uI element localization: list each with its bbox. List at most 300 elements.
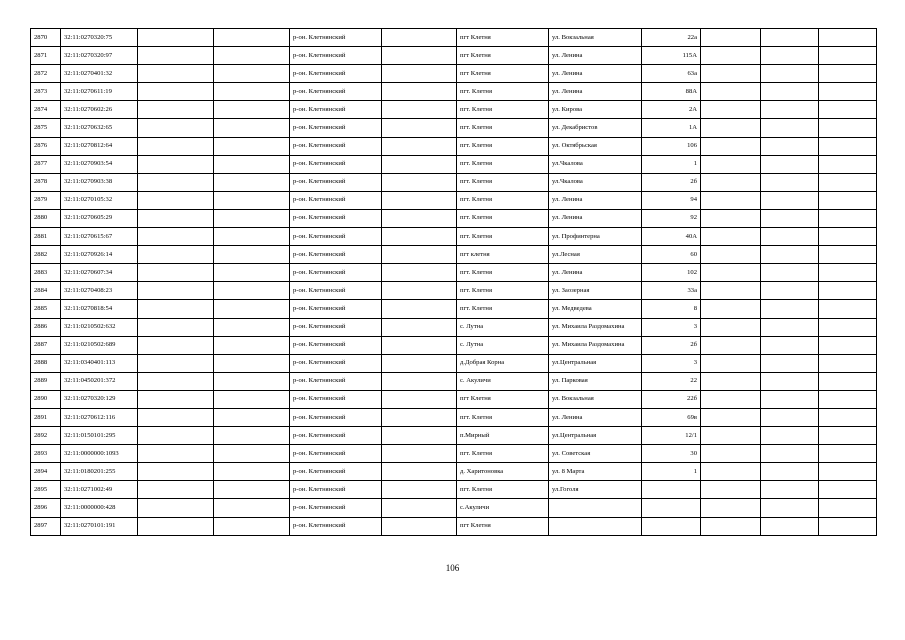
settlement-cell: пгт. Клетня [457, 209, 549, 227]
empty-cell [819, 390, 877, 408]
settlement-cell: пгт. Клетня [457, 155, 549, 173]
empty-cell [138, 246, 214, 264]
table-row [31, 336, 877, 354]
empty-cell [214, 101, 290, 119]
district-cell: р-он. Клетнянский [290, 390, 382, 408]
settlement-cell: пгт. Клетня [457, 101, 549, 119]
settlement-cell: пгт. Клетня [457, 282, 549, 300]
table-row [31, 83, 877, 101]
empty-cell [382, 191, 457, 209]
empty-cell [701, 282, 761, 300]
empty-cell [382, 336, 457, 354]
house-number: 12/1 [642, 427, 701, 445]
settlement-cell: пгт. Клетня [457, 300, 549, 318]
cadastral-number: 32:11:0270926:14 [61, 246, 138, 264]
settlement-cell: пгт. Клетня [457, 481, 549, 499]
empty-cell [214, 481, 290, 499]
district-cell: р-он. Клетнянский [290, 481, 382, 499]
table-row [31, 445, 877, 463]
empty-cell [138, 427, 214, 445]
table-row [31, 209, 877, 227]
empty-cell [214, 155, 290, 173]
empty-cell [761, 228, 819, 246]
empty-cell [382, 209, 457, 227]
row-number: 2875 [31, 119, 61, 137]
district-cell: р-он. Клетнянский [290, 119, 382, 137]
table-row [31, 463, 877, 481]
table-row [31, 300, 877, 318]
empty-cell [819, 191, 877, 209]
empty-cell [819, 463, 877, 481]
street-cell: ул.Лесная [549, 246, 642, 264]
empty-cell [138, 300, 214, 318]
empty-cell [701, 463, 761, 481]
district-cell: р-он. Клетнянский [290, 282, 382, 300]
street-cell: ул. Октябрьская [549, 137, 642, 155]
row-number: 2892 [31, 427, 61, 445]
empty-cell [138, 155, 214, 173]
empty-cell [819, 517, 877, 535]
empty-cell [214, 336, 290, 354]
table-row [31, 155, 877, 173]
empty-cell [214, 300, 290, 318]
cadastral-number: 32:11:0270611:19 [61, 83, 138, 101]
empty-cell [819, 101, 877, 119]
empty-cell [382, 445, 457, 463]
empty-cell [761, 191, 819, 209]
empty-cell [138, 463, 214, 481]
table-row [31, 390, 877, 408]
empty-cell [761, 445, 819, 463]
empty-cell [138, 228, 214, 246]
empty-cell [382, 65, 457, 83]
house-number: 63а [642, 65, 701, 83]
empty-cell [761, 372, 819, 390]
street-cell: ул. Михаила Раздомахина [549, 318, 642, 336]
empty-cell [819, 173, 877, 191]
empty-cell [382, 517, 457, 535]
empty-cell [819, 481, 877, 499]
page-number: 106 [445, 563, 460, 573]
settlement-cell: пгт. Клетня [457, 445, 549, 463]
empty-cell [382, 155, 457, 173]
empty-cell [819, 336, 877, 354]
row-number: 2885 [31, 300, 61, 318]
house-number: 33а [642, 282, 701, 300]
district-cell: р-он. Клетнянский [290, 499, 382, 517]
district-cell: р-он. Клетнянский [290, 228, 382, 246]
street-cell: ул. Заозерная [549, 282, 642, 300]
empty-cell [819, 300, 877, 318]
row-number: 2886 [31, 318, 61, 336]
empty-cell [701, 445, 761, 463]
cadastral-number: 32:11:0210502:689 [61, 336, 138, 354]
house-number: 22а [642, 29, 701, 47]
empty-cell [138, 137, 214, 155]
street-cell: ул. Ленина [549, 264, 642, 282]
table-row [31, 354, 877, 372]
empty-cell [382, 318, 457, 336]
street-cell: ул. Парковая [549, 372, 642, 390]
empty-cell [382, 390, 457, 408]
empty-cell [214, 137, 290, 155]
empty-cell [819, 408, 877, 426]
empty-cell [701, 408, 761, 426]
settlement-cell: с. Акуличи [457, 372, 549, 390]
empty-cell [214, 83, 290, 101]
house-number: 22б [642, 390, 701, 408]
house-number: 1А [642, 119, 701, 137]
table-row [31, 65, 877, 83]
empty-cell [382, 481, 457, 499]
street-cell: ул. 8 Марта [549, 463, 642, 481]
district-cell: р-он. Клетнянский [290, 336, 382, 354]
row-number: 2878 [31, 173, 61, 191]
cadastral-number: 32:11:0270607:34 [61, 264, 138, 282]
house-number: 8 [642, 300, 701, 318]
empty-cell [214, 427, 290, 445]
settlement-cell: с.Акуличи [457, 499, 549, 517]
empty-cell [819, 29, 877, 47]
cadastral-number: 32:11:0340401:113 [61, 354, 138, 372]
empty-cell [214, 47, 290, 65]
empty-cell [214, 463, 290, 481]
empty-cell [214, 445, 290, 463]
row-number: 2893 [31, 445, 61, 463]
cadastral-number: 32:11:0270408:23 [61, 282, 138, 300]
district-cell: р-он. Клетнянский [290, 264, 382, 282]
empty-cell [761, 83, 819, 101]
empty-cell [819, 318, 877, 336]
empty-cell [701, 300, 761, 318]
empty-cell [382, 29, 457, 47]
street-cell: ул. Декабристов [549, 119, 642, 137]
row-number: 2871 [31, 47, 61, 65]
empty-cell [701, 209, 761, 227]
cadastral-number: 32:11:0271002:49 [61, 481, 138, 499]
row-number: 2880 [31, 209, 61, 227]
empty-cell [761, 155, 819, 173]
empty-cell [138, 173, 214, 191]
cadastral-number: 32:11:0270320:129 [61, 390, 138, 408]
empty-cell [382, 47, 457, 65]
empty-cell [382, 463, 457, 481]
district-cell: р-он. Клетнянский [290, 246, 382, 264]
empty-cell [701, 29, 761, 47]
empty-cell [761, 300, 819, 318]
house-number: 2б [642, 173, 701, 191]
district-cell: р-он. Клетнянский [290, 463, 382, 481]
row-number: 2888 [31, 354, 61, 372]
empty-cell [382, 83, 457, 101]
empty-cell [138, 191, 214, 209]
empty-cell [819, 246, 877, 264]
district-cell: р-он. Клетнянский [290, 354, 382, 372]
empty-cell [701, 246, 761, 264]
table-row [31, 264, 877, 282]
district-cell: р-он. Клетнянский [290, 29, 382, 47]
empty-cell [819, 47, 877, 65]
empty-cell [214, 372, 290, 390]
cadastral-number: 32:11:0270605:29 [61, 209, 138, 227]
cadastral-number: 32:11:0270612:116 [61, 408, 138, 426]
table-row [31, 372, 877, 390]
registry-table [30, 28, 877, 536]
empty-cell [761, 173, 819, 191]
row-number: 2884 [31, 282, 61, 300]
row-number: 2890 [31, 390, 61, 408]
row-number: 2870 [31, 29, 61, 47]
house-number: 115А [642, 47, 701, 65]
empty-cell [819, 372, 877, 390]
district-cell: р-он. Клетнянский [290, 318, 382, 336]
street-cell: ул. Советская [549, 445, 642, 463]
row-number: 2896 [31, 499, 61, 517]
table-row [31, 101, 877, 119]
empty-cell [138, 517, 214, 535]
cadastral-number: 32:11:0270602:26 [61, 101, 138, 119]
empty-cell [138, 390, 214, 408]
district-cell: р-он. Клетнянский [290, 155, 382, 173]
district-cell: р-он. Клетнянский [290, 173, 382, 191]
empty-cell [214, 29, 290, 47]
street-cell: ул. Ленина [549, 83, 642, 101]
house-number: 3 [642, 354, 701, 372]
settlement-cell: пгт. Клетня [457, 264, 549, 282]
empty-cell [761, 119, 819, 137]
empty-cell [819, 119, 877, 137]
house-number: 69в [642, 408, 701, 426]
street-cell: ул. Вокзальная [549, 29, 642, 47]
settlement-cell: пгт Клетня [457, 29, 549, 47]
empty-cell [138, 445, 214, 463]
cadastral-number: 32:11:0270615:67 [61, 228, 138, 246]
house-number: 94 [642, 191, 701, 209]
empty-cell [214, 228, 290, 246]
empty-cell [701, 137, 761, 155]
empty-cell [138, 408, 214, 426]
street-cell: ул.Чкалова [549, 155, 642, 173]
empty-cell [701, 228, 761, 246]
empty-cell [214, 191, 290, 209]
table-row [31, 282, 877, 300]
house-number: 60 [642, 246, 701, 264]
empty-cell [214, 318, 290, 336]
empty-cell [382, 408, 457, 426]
cadastral-number: 32:11:0150101:295 [61, 427, 138, 445]
house-number: 1 [642, 463, 701, 481]
empty-cell [214, 408, 290, 426]
street-cell: ул.Центральная [549, 354, 642, 372]
empty-cell [214, 517, 290, 535]
table-row [31, 29, 877, 47]
row-number: 2883 [31, 264, 61, 282]
row-number: 2876 [31, 137, 61, 155]
settlement-cell: пгт. Клетня [457, 137, 549, 155]
street-cell: ул. Кирова [549, 101, 642, 119]
empty-cell [382, 228, 457, 246]
table-row [31, 173, 877, 191]
empty-cell [382, 354, 457, 372]
empty-cell [214, 65, 290, 83]
table-row [31, 191, 877, 209]
street-cell: ул.Центральная [549, 427, 642, 445]
empty-cell [761, 282, 819, 300]
empty-cell [701, 481, 761, 499]
empty-cell [214, 209, 290, 227]
empty-cell [761, 463, 819, 481]
empty-cell [701, 191, 761, 209]
settlement-cell: пгт. Клетня [457, 191, 549, 209]
empty-cell [701, 372, 761, 390]
empty-cell [138, 318, 214, 336]
empty-cell [701, 101, 761, 119]
settlement-cell: пгт. Клетня [457, 173, 549, 191]
cadastral-number: 32:11:0270320:75 [61, 29, 138, 47]
settlement-cell: д. Харитоновка [457, 463, 549, 481]
row-number: 2894 [31, 463, 61, 481]
row-number: 2891 [31, 408, 61, 426]
cadastral-number: 32:11:0270818:54 [61, 300, 138, 318]
street-cell: ул. Ленина [549, 408, 642, 426]
empty-cell [138, 29, 214, 47]
empty-cell [761, 47, 819, 65]
empty-cell [138, 209, 214, 227]
street-cell: ул. Ленина [549, 209, 642, 227]
table-row [31, 119, 877, 137]
house-number: 22 [642, 372, 701, 390]
empty-cell [382, 137, 457, 155]
table-row [31, 499, 877, 517]
empty-cell [761, 137, 819, 155]
empty-cell [761, 390, 819, 408]
row-number: 2874 [31, 101, 61, 119]
row-number: 2873 [31, 83, 61, 101]
settlement-cell: п.Мирный [457, 427, 549, 445]
empty-cell [382, 119, 457, 137]
empty-cell [761, 29, 819, 47]
cadastral-number: 32:11:0210502:632 [61, 318, 138, 336]
table-row [31, 481, 877, 499]
empty-cell [761, 499, 819, 517]
empty-cell [382, 173, 457, 191]
empty-cell [382, 246, 457, 264]
empty-cell [819, 137, 877, 155]
cadastral-number: 32:11:0270903:38 [61, 173, 138, 191]
settlement-cell: с. Лутна [457, 318, 549, 336]
empty-cell [701, 155, 761, 173]
street-cell: ул. Ленина [549, 191, 642, 209]
empty-cell [761, 336, 819, 354]
cadastral-number: 32:11:0450201:372 [61, 372, 138, 390]
empty-cell [761, 481, 819, 499]
district-cell: р-он. Клетнянский [290, 47, 382, 65]
empty-cell [761, 101, 819, 119]
empty-cell [819, 155, 877, 173]
empty-cell [761, 427, 819, 445]
empty-cell [214, 499, 290, 517]
empty-cell [214, 173, 290, 191]
empty-cell [819, 354, 877, 372]
house-number [642, 499, 701, 517]
empty-cell [761, 318, 819, 336]
empty-cell [761, 354, 819, 372]
empty-cell [138, 47, 214, 65]
row-number: 2879 [31, 191, 61, 209]
house-number: 92 [642, 209, 701, 227]
table-row [31, 408, 877, 426]
table-row [31, 47, 877, 65]
empty-cell [701, 119, 761, 137]
row-number: 2897 [31, 517, 61, 535]
empty-cell [701, 83, 761, 101]
street-cell: ул. Профинтерна [549, 228, 642, 246]
empty-cell [701, 499, 761, 517]
cadastral-number: 32:11:0270401:32 [61, 65, 138, 83]
empty-cell [819, 282, 877, 300]
street-cell: ул.Чкалова [549, 173, 642, 191]
table-row [31, 137, 877, 155]
empty-cell [138, 481, 214, 499]
empty-cell [701, 264, 761, 282]
empty-cell [701, 47, 761, 65]
district-cell: р-он. Клетнянский [290, 427, 382, 445]
empty-cell [214, 282, 290, 300]
settlement-cell: пгт. Клетня [457, 119, 549, 137]
cadastral-number: 32:11:0270812:64 [61, 137, 138, 155]
house-number: 106 [642, 137, 701, 155]
street-cell: ул. Ленина [549, 65, 642, 83]
empty-cell [214, 264, 290, 282]
empty-cell [138, 336, 214, 354]
cadastral-number: 32:11:0270320:97 [61, 47, 138, 65]
empty-cell [382, 101, 457, 119]
settlement-cell: пгт Клетня [457, 65, 549, 83]
house-number: 1 [642, 155, 701, 173]
empty-cell [382, 264, 457, 282]
row-number: 2882 [31, 246, 61, 264]
house-number: 88А [642, 83, 701, 101]
district-cell: р-он. Клетнянский [290, 408, 382, 426]
row-number: 2877 [31, 155, 61, 173]
district-cell: р-он. Клетнянский [290, 65, 382, 83]
empty-cell [761, 517, 819, 535]
district-cell: р-он. Клетнянский [290, 300, 382, 318]
empty-cell [701, 65, 761, 83]
street-cell: ул.Гоголя [549, 481, 642, 499]
street-cell [549, 499, 642, 517]
empty-cell [819, 427, 877, 445]
street-cell: ул. Михаила Раздомахина [549, 336, 642, 354]
empty-cell [701, 390, 761, 408]
table-body [31, 29, 877, 536]
district-cell: р-он. Клетнянский [290, 137, 382, 155]
cadastral-number: 32:11:0270105:32 [61, 191, 138, 209]
settlement-cell: пгт Клетня [457, 47, 549, 65]
street-cell: ул. Медведева [549, 300, 642, 318]
cadastral-number: 32:11:0270632:65 [61, 119, 138, 137]
empty-cell [138, 65, 214, 83]
empty-cell [382, 282, 457, 300]
empty-cell [382, 300, 457, 318]
empty-cell [138, 101, 214, 119]
settlement-cell: с. Лутна [457, 336, 549, 354]
table-row [31, 517, 877, 535]
empty-cell [214, 390, 290, 408]
settlement-cell: пгт Клетня [457, 390, 549, 408]
empty-cell [701, 336, 761, 354]
settlement-cell: пгт. Клетня [457, 83, 549, 101]
